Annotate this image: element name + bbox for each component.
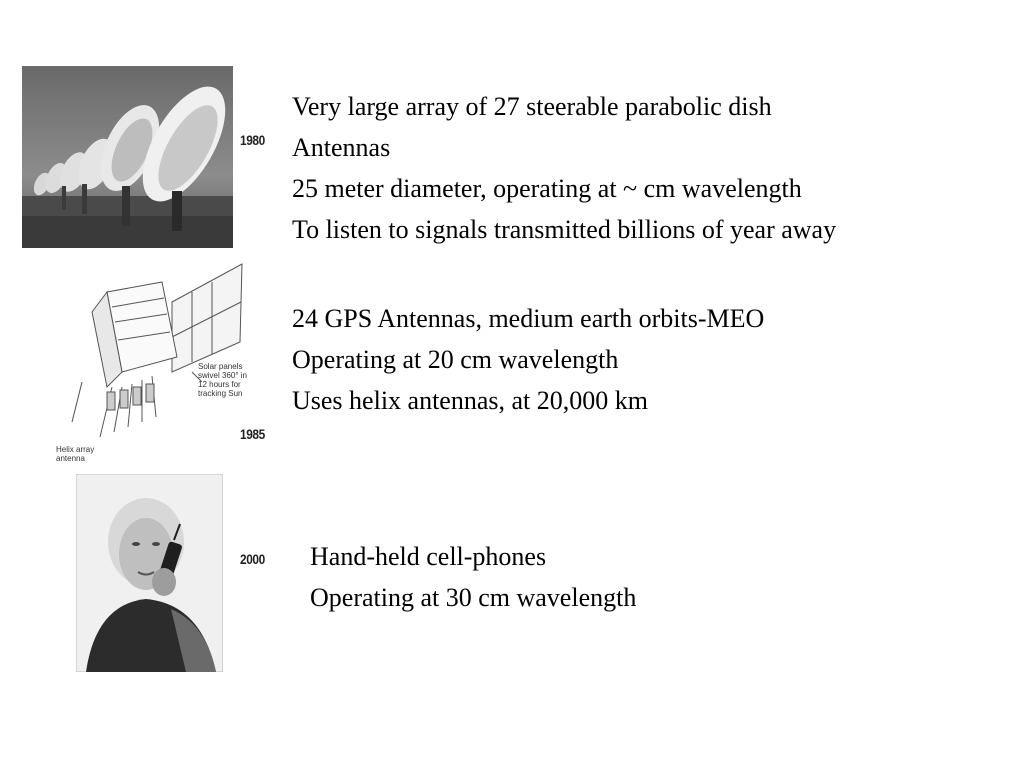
year-label-1985: 1985 xyxy=(240,426,265,442)
person-phone-icon xyxy=(76,474,223,672)
description-line: Operating at 20 cm wavelength xyxy=(292,345,619,374)
description-line: 24 GPS Antennas, medium earth orbits-MEO xyxy=(292,304,765,333)
description-line: 25 meter diameter, operating at ~ cm wavelength xyxy=(292,174,802,203)
cellphone-description xyxy=(310,536,636,618)
description-line: To listen to signals transmitted billions of year away xyxy=(292,215,837,244)
solar-panel-caption: Solar panels swivel 360° in 12 hours for tracking Sun xyxy=(198,362,247,398)
vla-photo xyxy=(22,66,233,248)
cellphone-photo xyxy=(76,474,223,672)
description-line: Uses helix antennas, at 20,000 km xyxy=(292,386,648,415)
year-label-2000: 2000 xyxy=(240,551,265,567)
vla-description xyxy=(292,86,836,250)
helix-caption: Helix array antenna xyxy=(56,445,95,463)
description-line: Operating at 30 cm wavelength xyxy=(310,583,637,612)
year-label-1980: 1980 xyxy=(240,132,265,148)
description-line: Hand-held cell-phones xyxy=(310,542,547,571)
description-line: Antennas xyxy=(292,133,391,162)
dish-antennas-icon xyxy=(22,66,233,248)
description-line: Very large array of 27 steerable parabolic dish xyxy=(292,92,772,121)
gps-description xyxy=(292,298,764,421)
